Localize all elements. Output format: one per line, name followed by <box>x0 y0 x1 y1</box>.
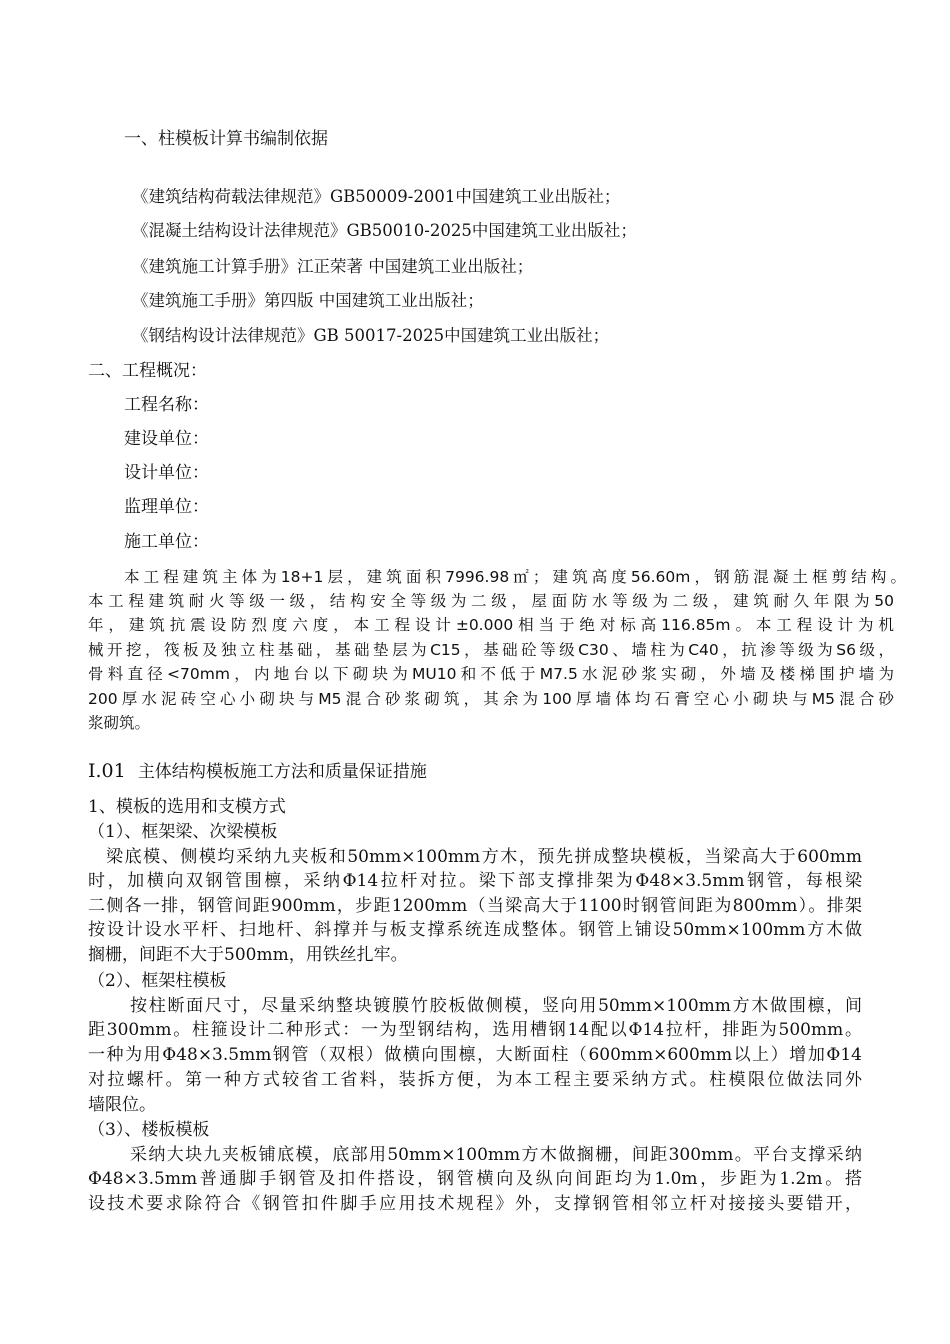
overview-paragraph-line: 械开挖，筏板及独立柱基础，基础垫层为C15，基础砼等级C30、墙柱为C40，抗渗等级为S6级， <box>88 641 894 659</box>
item-text-line: 采纳大块九夹板铺底模，底部用50mm×100mm方木做搁栅，间距300mm。平台支撑采纳 <box>130 1145 862 1165</box>
overview-paragraph-line: 200厚水泥砖空心小砌块与M5混合砂浆砌筑，其余为100厚墙体均石膏空心小砌块与M5混合砂 <box>88 690 894 708</box>
item-text-line: 搁栅，间距不大于500mm，用铁丝扎牢。 <box>88 945 408 965</box>
item-text-line: 一种为用Φ48×3.5mm钢管（双根）做横向围檩，大断面柱（600mm×600mm以上）增加Φ14 <box>88 1045 862 1065</box>
field-contractor: 施工单位： <box>124 532 209 552</box>
item-text-line: 墙限位。 <box>88 1095 156 1115</box>
overview-paragraph-line: 年，建筑抗震设防烈度六度，本工程设计±0.000相当于绝对标高116.85m。本工程设计为机 <box>88 616 894 634</box>
item-title: （1）、框架梁、次梁模板 <box>88 822 278 842</box>
reference-item: 《混凝土结构设计法律规范》GB50010-2025中国建筑工业出版社； <box>132 221 637 240</box>
item-text-line: 梁底模、侧模均采纳九夹板和50mm×100mm方木，预先拼成整块模板，当梁高大于600mm <box>106 847 862 867</box>
overview-paragraph-line: 浆砌筑。 <box>88 714 151 732</box>
heading-text: 主体结构模板施工方法和质量保证措施 <box>137 762 427 782</box>
field-owner: 建设单位： <box>124 429 209 449</box>
field-supervisor: 监理单位： <box>124 497 209 517</box>
reference-item: 《建筑施工计算手册》江正荣著 中国建筑工业出版社； <box>132 257 534 276</box>
item-text-line: Φ48×3.5mm普通脚手钢管及扣件搭设，钢管横向及纵向间距均为1.0m，步距为1.2m。搭 <box>88 1169 862 1189</box>
item-text-line: 按柱断面尺寸，尽量采纳整块镀膜竹胶板做侧模，竖向用50mm×100mm方木做围檩，间 <box>130 996 862 1016</box>
overview-paragraph-line: 本工程建筑耐火等级一级，结构安全等级为二级，屋面防水等级为二级，建筑耐久年限为50 <box>88 592 894 610</box>
field-designer: 设计单位： <box>124 463 209 483</box>
overview-paragraph-line: 本工程建筑主体为18+1层，建筑面积7996.98㎡；建筑高度56.60m，钢筋混凝土框剪结构。 <box>124 568 906 586</box>
item-text-line: 按设计设水平杆、扫地杆、斜撑并与板支撑系统连成整体。钢管上铺设50mm×100mm方木做 <box>88 920 862 940</box>
section-2-title: 二、工程概况： <box>88 361 207 381</box>
item-text-line: 对拉螺杆。第一种方式较省工省料，装拆方便，为本工程主要采纳方式。柱模限位做法同外 <box>88 1070 862 1090</box>
reference-item: 《建筑施工手册》第四版 中国建筑工业出版社； <box>132 291 484 310</box>
item-title: （3）、楼板模板 <box>88 1120 210 1140</box>
item-title: （2）、框架柱模板 <box>88 971 227 991</box>
heading-number: I.01 <box>88 760 126 782</box>
reference-item: 《建筑结构荷载法律规范》GB50009-2001中国建筑工业出版社； <box>132 187 621 206</box>
field-project-name: 工程名称： <box>124 395 209 415</box>
item-text-line: 时，加横向双钢管围檩，采纳Φ14拉杆对拉。梁下部支撑排架为Φ48×3.5mm钢管，每根梁 <box>88 871 862 891</box>
overview-paragraph-line: 骨料直径<70mm，内地台以下砌块为MU10和不低于M7.5水泥砂浆实砌，外墙及楼梯围护墙为 <box>88 665 894 683</box>
item-text-line: 二侧各一排，钢管间距900mm，步距1200mm（当梁高大于1100时钢管间距为800mm）。排架 <box>88 896 862 916</box>
section-3-heading <box>88 760 427 783</box>
reference-item: 《钢结构设计法律规范》GB 50017-2025中国建筑工业出版社； <box>132 326 610 345</box>
item-text-line: 距300mm。柱箍设计二种形式：一为型钢结构，选用槽钢14配以Φ14拉杆，排距为500mm。 <box>88 1020 862 1040</box>
section-1-title: 一、柱模板计算书编制依据 <box>124 129 328 149</box>
item-text-line: 设技术要求除符合《钢管扣件脚手应用技术规程》外，支撑钢管相邻立杆对接接头要错开， <box>88 1194 862 1214</box>
subheading: 1、模板的选用和支模方式 <box>88 797 286 817</box>
